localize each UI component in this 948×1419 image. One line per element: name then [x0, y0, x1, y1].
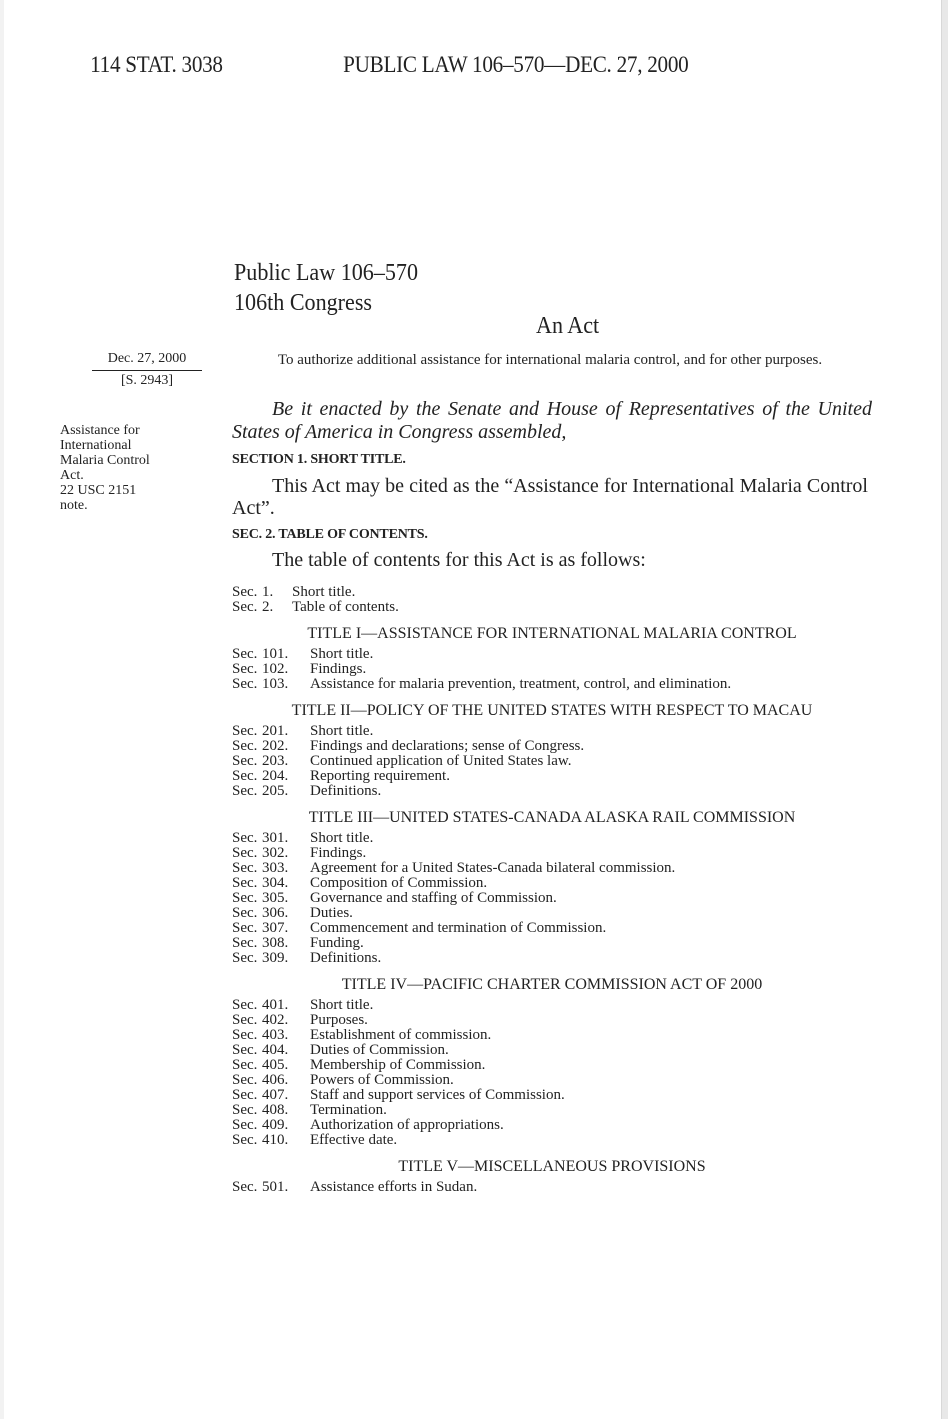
margin-note-line: International: [60, 438, 132, 453]
congress-label: 106th Congress: [234, 290, 372, 316]
page-edge-left: [0, 0, 4, 1419]
enacting-clause: Be it enacted by the Senate and House of Representatives of the United States of America in Congress assembled,: [232, 398, 872, 443]
toc-entry: Sec. 406. Powers of Commission.: [232, 1072, 454, 1088]
page-edge-right: [941, 0, 948, 1419]
toc-title-iii: TITLE III—UNITED STATES-CANADA ALASKA RAIL COMMISSION: [308, 809, 796, 826]
toc-entry: Sec. 301. Short title.: [232, 830, 374, 846]
toc-entry: Sec. 304. Composition of Commission.: [232, 875, 488, 891]
section-1-text: This Act may be cited as the “Assistance for International Malaria Control Act”.: [232, 475, 868, 519]
toc-entry: Sec. 203. Continued application of United States law.: [232, 753, 572, 769]
table-of-contents: [232, 585, 872, 1195]
toc-entry: Sec. 408. Termination.: [232, 1102, 387, 1118]
toc-entry: Sec. 405. Membership of Commission.: [232, 1057, 486, 1073]
toc-entry: Sec. 501. Assistance efforts in Sudan.: [232, 1179, 478, 1195]
running-head-law: PUBLIC LAW 106–570—DEC. 27, 2000: [343, 52, 689, 77]
toc-entry: Sec. 409. Authorization of appropriations.: [232, 1117, 504, 1133]
toc-entry: Sec. 402. Purposes.: [232, 1012, 368, 1028]
margin-note: [60, 423, 220, 513]
toc-entry: Sec. 1. Short title.: [232, 584, 356, 600]
toc-entry: Sec. 102. Findings.: [232, 661, 367, 677]
margin-note-line: Act.: [60, 468, 84, 483]
margin-note-line: 22 USC 2151: [60, 483, 137, 498]
toc-entry: Sec. 306. Duties.: [232, 905, 353, 921]
act-purpose: To authorize additional assistance for international malaria control, and for other purposes.: [277, 352, 823, 368]
margin-date-block: [92, 351, 202, 389]
margin-note-line: Assistance for: [60, 423, 140, 438]
stat-page-number: 114 STAT. 3038: [90, 52, 223, 77]
toc-entry: Sec. 403. Establishment of commission.: [232, 1027, 492, 1043]
toc-entry: Sec. 303. Agreement for a United States-Canada bilateral commission.: [232, 860, 676, 876]
toc-entry: Sec. 404. Duties of Commission.: [232, 1042, 449, 1058]
toc-entry: Sec. 205. Definitions.: [232, 783, 382, 799]
toc-entry: Sec. 201. Short title.: [232, 723, 374, 739]
toc-entry: Sec. 305. Governance and staffing of Commission.: [232, 890, 557, 906]
margin-note-line: note.: [60, 498, 88, 513]
act-heading: An Act: [536, 313, 600, 339]
toc-entry: Sec. 401. Short title.: [232, 997, 374, 1013]
toc-entry: Sec. 202. Findings and declarations; sense of Congress.: [232, 738, 585, 754]
section-2-heading: SEC. 2. TABLE OF CONTENTS.: [232, 527, 428, 542]
toc-title-ii: TITLE II—POLICY OF THE UNITED STATES WITH RESPECT TO MACAU: [291, 702, 813, 719]
toc-entry: Sec. 308. Funding.: [232, 935, 364, 951]
toc-title-v: TITLE V—MISCELLANEOUS PROVISIONS: [398, 1158, 706, 1175]
running-head: [0, 52, 872, 82]
enactment-date: Dec. 27, 2000: [92, 351, 202, 371]
toc-title-iv: TITLE IV—PACIFIC CHARTER COMMISSION ACT OF 2000: [341, 976, 763, 993]
bill-number: [S. 2943]: [120, 373, 174, 388]
toc-entry: Sec. 309. Definitions.: [232, 950, 382, 966]
toc-entry: Sec. 410. Effective date.: [232, 1132, 398, 1148]
section-1-heading: SECTION 1. SHORT TITLE.: [232, 452, 406, 467]
toc-entry: Sec. 103. Assistance for malaria prevention, treatment, control, and elimination.: [232, 676, 732, 692]
toc-entry: Sec. 204. Reporting requirement.: [232, 768, 450, 784]
toc-entry: Sec. 2. Table of contents.: [232, 599, 399, 615]
section-2-text: The table of contents for this Act is as follows:: [272, 549, 646, 571]
toc-entry: Sec. 307. Commencement and termination of Commission.: [232, 920, 607, 936]
law-title-block: [234, 258, 418, 318]
toc-entry: Sec. 302. Findings.: [232, 845, 367, 861]
toc-entry: Sec. 407. Staff and support services of Commission.: [232, 1087, 565, 1103]
margin-note-line: Malaria Control: [60, 453, 150, 468]
toc-title-i: TITLE I—ASSISTANCE FOR INTERNATIONAL MALARIA CONTROL: [307, 625, 797, 642]
toc-entry: Sec. 101. Short title.: [232, 646, 374, 662]
public-law-number: Public Law 106–570: [234, 260, 418, 286]
